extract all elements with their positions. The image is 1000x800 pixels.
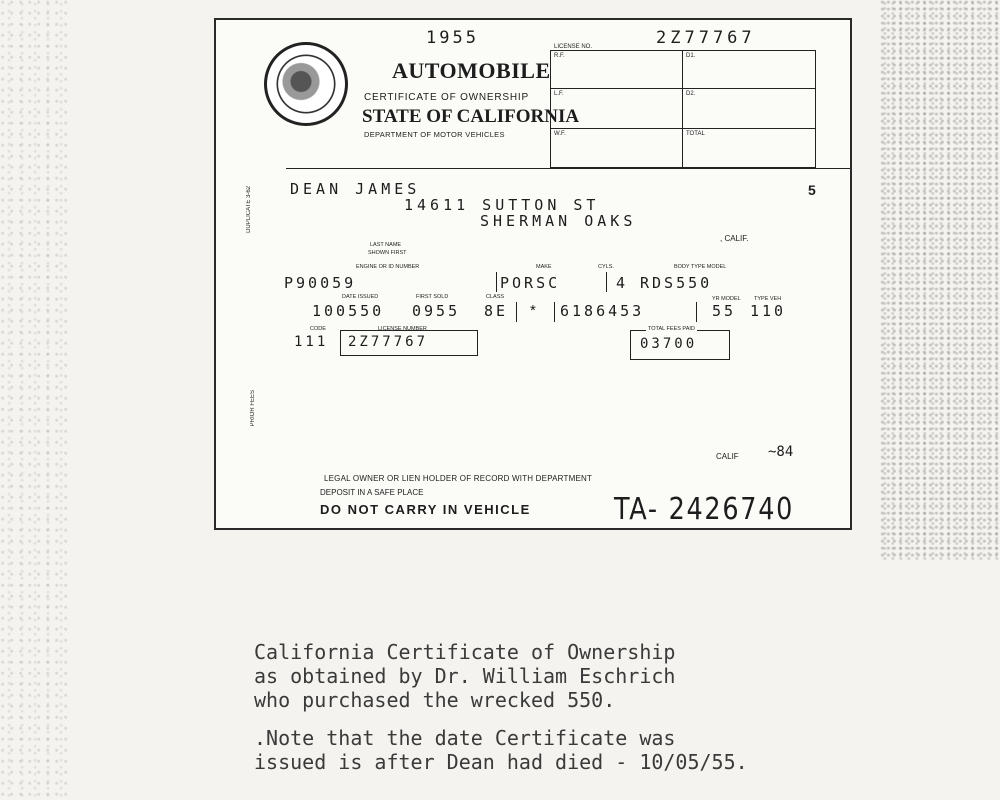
scan-speckle-right (880, 0, 1000, 560)
label-type-veh: TYPE VEH (754, 296, 782, 302)
calif-label: , CALIF. (720, 234, 749, 243)
divider (696, 302, 697, 322)
caption-line: California Certificate of Ownership (254, 640, 676, 664)
calif-number-2: ~84 (768, 444, 794, 460)
side-code: DUPLICATE 3-62 (246, 186, 252, 233)
label-yr-model: YR MODEL (712, 296, 741, 302)
deposit-text: DEPOSIT IN A SAFE PLACE (320, 488, 424, 497)
grid-cell-wf: W.F. (551, 129, 683, 167)
label-last-name: LAST NAME (370, 242, 402, 248)
fee-amount: 03700 (640, 336, 698, 352)
grid-cell-d1: D1. (683, 51, 815, 89)
caption-line: issued is after Dean had died - 10/05/55. (254, 750, 748, 774)
label-make: MAKE (536, 264, 552, 270)
label-shown-first: SHOWN FIRST (368, 250, 407, 256)
vehicle-class: 8E (484, 302, 509, 320)
grid-cell-rf: R.F. (551, 51, 683, 89)
vehicle-cyls: 4 (616, 274, 629, 292)
date-issued: 100550 (312, 302, 385, 320)
side-code-2: PRIOR FEES (250, 390, 256, 427)
first-sold: 0955 (412, 302, 461, 320)
title-automobile: AUTOMOBILE (392, 58, 551, 83)
caption-line: who purchased the wrecked 550. (254, 688, 616, 712)
do-not-carry-text: DO NOT CARRY IN VEHICLE (320, 502, 531, 517)
fee-grid (550, 50, 816, 168)
legal-owner-text: LEGAL OWNER OR LIEN HOLDER OF RECORD WITH DEPARTMENT (324, 474, 593, 483)
vehicle-body-type: RDS550 (640, 274, 713, 292)
label-code: CODE (310, 326, 326, 332)
certificate-number: 2Z77767 (656, 28, 756, 48)
owner-name: DEAN JAMES (290, 180, 421, 198)
label-date-issued: DATE ISSUED (342, 294, 379, 300)
certificate-of-ownership (214, 18, 852, 530)
code: 111 (294, 334, 329, 350)
identification-number: 6186453 (560, 302, 645, 320)
label-fee: TOTAL FEES PAID (648, 326, 695, 332)
divider (496, 272, 497, 292)
owner-city: SHERMAN OAKS (480, 212, 637, 230)
state-seal-icon (264, 42, 348, 126)
yr-model: 55 (712, 302, 737, 320)
divider (516, 302, 517, 322)
label-engine: ENGINE OR ID NUMBER (356, 264, 420, 270)
typewritten-caption (254, 640, 954, 774)
license-no-label: LICENSE NO. (554, 44, 593, 50)
calif-label-2: CALIF (716, 452, 739, 461)
label-cyls: CYLS. (598, 264, 614, 270)
header-rule (286, 168, 850, 169)
type-veh: 110 (750, 302, 787, 320)
serial-number: TA- 2426740 (614, 492, 795, 527)
license-number: 2Z77767 (348, 334, 429, 350)
scan-speckle-left (0, 0, 70, 800)
divider (554, 302, 555, 322)
grid-cell-d2: D2. (683, 89, 815, 129)
owner-street: 14611 SUTTON ST (404, 196, 600, 214)
caption-line: as obtained by Dr. William Eschrich (254, 664, 676, 688)
certificate-year: 1955 (426, 28, 479, 48)
label-first-sold: FIRST SOLD (416, 294, 449, 300)
vehicle-make: PORSC (500, 274, 561, 292)
label-license-number: LICENSE NUMBER (378, 326, 427, 332)
grid-cell-lf: L.F. (551, 89, 683, 129)
grid-cell-total: TOTAL (686, 131, 705, 137)
title-certificate: CERTIFICATE OF OWNERSHIP (364, 92, 529, 103)
label-class: CLASS (486, 294, 505, 300)
title-state: STATE OF CALIFORNIA (362, 106, 580, 127)
engine-number: P90059 (284, 274, 357, 292)
divider (606, 272, 607, 292)
asterisk: * (530, 302, 536, 319)
title-department: DEPARTMENT OF MOTOR VEHICLES (364, 130, 505, 139)
owner-number: 5 (808, 182, 816, 198)
caption-line: .Note that the date Certificate was (254, 726, 676, 750)
label-body-type: BODY TYPE MODEL (674, 264, 727, 270)
